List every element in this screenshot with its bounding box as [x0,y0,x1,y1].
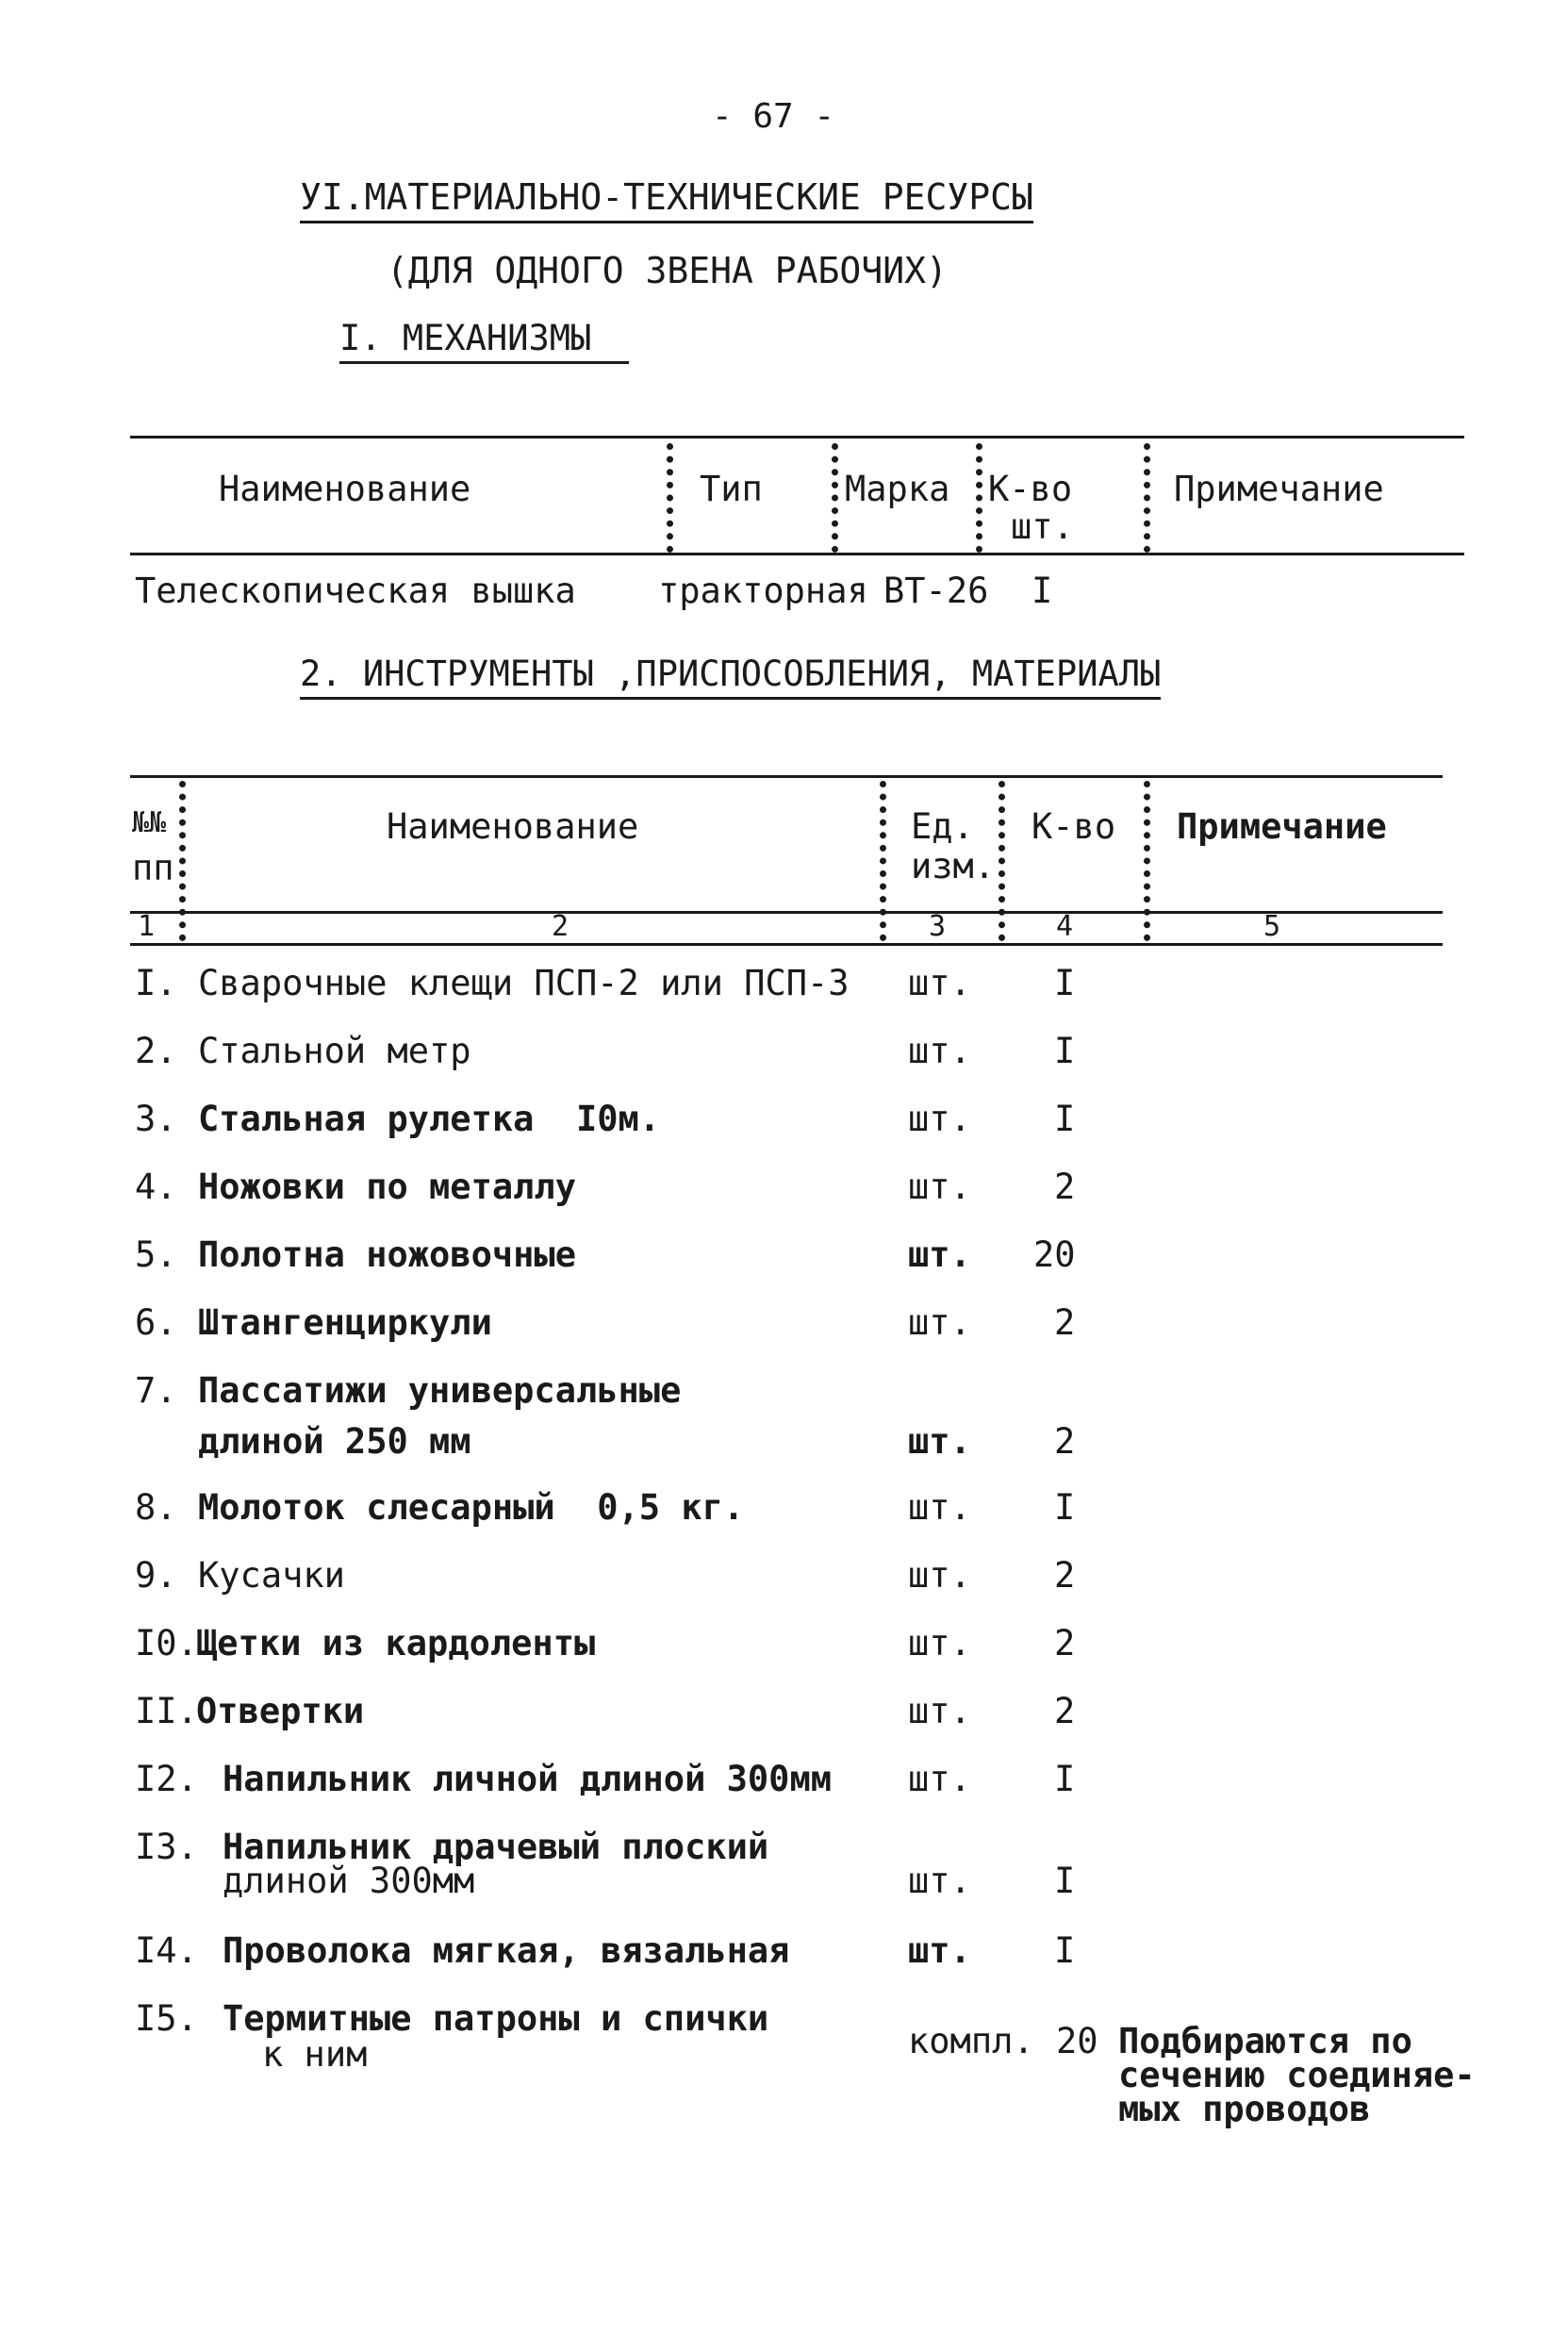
tools-row-name-cont: длиной 300мм [223,1861,475,1901]
tools-row-unit: шт. [908,1421,971,1462]
tools-row-num: 2. [135,1031,177,1071]
tools-row-name: Проволока мягкая, вязальная [223,1930,790,1971]
mechanisms-header-brand: Марка [845,469,950,509]
section-title: УI.МАТЕРИАЛЬНО-ТЕХНИЧЕСКИЕ РЕСУРСЫ [300,179,1033,223]
tools-row-num: 8. [135,1487,177,1528]
tools-header-unit: Ед. [911,806,974,847]
tools-colnum: 5 [1263,910,1281,943]
tools-heading: 2. ИНСТРУМЕНТЫ ,ПРИСПОСОБЛЕНИЯ, МАТЕРИАЛЫ [300,656,1161,700]
tools-header-no-pp: пп [132,848,174,888]
tools-table-colnum-rule [130,943,1443,946]
tools-header-name: Наименование [387,806,639,847]
tools-row-unit: шт. [908,1302,971,1343]
tools-row-qty: I [1054,1861,1076,1901]
tools-row-name: Стальная рулетка I0м. [198,1099,661,1139]
tools-header-qty: К-во [1032,806,1116,847]
mechanisms-col-divider [832,443,838,553]
tools-row-qty: I [1054,963,1076,1003]
tools-colnum: 1 [138,910,156,943]
tools-col-divider [179,781,186,941]
section-subtitle: (ДЛЯ ОДНОГО ЗВЕНА РАБОЧИХ) [387,250,948,291]
tools-row-qty: 2 [1054,1421,1076,1462]
tools-col-divider [1144,781,1150,941]
tools-table-header-rule [130,911,1443,914]
mechanisms-table-header-rule [130,553,1464,555]
tools-row-unit: шт. [908,1623,971,1663]
tools-row-num: I5. [135,1998,198,2039]
tools-row-unit: шт. [908,1691,971,1731]
tools-header-note: Примечание [1177,806,1387,847]
tools-row-name: Щетки из кардоленты [196,1623,596,1663]
tools-row-qty: 2 [1054,1555,1076,1596]
mechanisms-row-qty: I [1032,571,1053,611]
tools-row-qty: I [1054,1930,1076,1971]
mechanisms-header-note: Примечание [1174,469,1384,509]
tools-colnum: 4 [1056,910,1074,943]
tools-row-unit: шт. [908,1234,971,1275]
mechanisms-col-divider [976,443,982,553]
mechanisms-col-divider [1144,443,1150,553]
tools-row-qty: I [1054,1487,1076,1528]
tools-row-name-cont: длиной 250 мм [198,1421,471,1462]
mechanisms-row-type: тракторная [658,571,868,611]
tools-row-qty: 2 [1054,1691,1076,1731]
tools-row-num: II. [135,1691,198,1731]
tools-row-qty: 2 [1054,1623,1076,1663]
tools-row-unit: шт. [908,1487,971,1528]
tools-row-name: Сварочные клещи ПСП-2 или ПСП-3 [198,963,850,1003]
mechanisms-header-name: Наименование [219,469,471,509]
tools-row-qty: 20 [1056,2021,1098,2061]
tools-row-note-cont: сечению соединяе- [1118,2055,1476,2095]
tools-row-name-cont: к ним [262,2034,368,2075]
tools-row-qty: 2 [1054,1167,1076,1207]
tools-row-name: Штангенциркули [198,1302,492,1343]
tools-row-name: Термитные патроны и спички [223,1998,769,2039]
tools-row-num: I0. [135,1623,198,1663]
mechanisms-header-type: Тип [700,469,763,509]
mechanisms-header-qty-unit: шт. [1011,506,1074,547]
tools-colnum: 2 [552,910,569,943]
tools-row-num: I. [135,963,177,1003]
tools-row-name: Молоток слесарный 0,5 кг. [198,1487,745,1528]
tools-row-qty: I [1054,1759,1076,1799]
tools-row-num: I2. [135,1759,198,1799]
tools-header-unit-2: изм. [911,846,996,886]
tools-row-name: Напильник личной длиной 300мм [223,1759,833,1799]
tools-row-num: 7. [135,1370,177,1411]
tools-col-divider [999,781,1005,941]
tools-row-num: I3. [135,1827,198,1867]
mechanisms-header-qty: К-во [988,469,1073,509]
tools-row-num: 9. [135,1555,177,1596]
tools-row-num: I4. [135,1930,198,1971]
tools-row-qty: I [1054,1099,1076,1139]
tools-row-name: Напильник драчевый плоский [223,1827,769,1867]
tools-row-name: Пассатижи универсальные [198,1370,682,1411]
tools-col-divider [880,781,886,941]
tools-row-qty: I [1054,1031,1076,1071]
tools-row-unit: шт. [908,1861,971,1901]
tools-row-unit: шт. [908,1167,971,1207]
tools-row-name: Полотна ножовочные [198,1234,576,1275]
tools-row-qty: 20 [1033,1234,1076,1275]
mechanisms-row-brand: ВТ-26 [883,571,989,611]
tools-row-unit: шт. [908,1555,971,1596]
tools-row-unit: шт. [908,1031,971,1071]
tools-row-name: Кусачки [198,1555,345,1596]
tools-row-unit: шт. [908,1930,971,1971]
tools-header-no: №№ [132,806,167,839]
mechanisms-table-top-rule [130,436,1464,439]
tools-row-note: Подбираются по [1118,2021,1412,2061]
tools-table-top-rule [130,775,1443,778]
tools-row-num: 5. [135,1234,177,1275]
tools-row-unit: шт. [908,1759,971,1799]
tools-colnum: 3 [929,910,947,943]
tools-row-num: 3. [135,1099,177,1139]
mechanisms-heading: I. МЕХАНИЗМЫ [339,321,629,364]
tools-row-note-cont: мых проводов [1118,2089,1371,2129]
tools-row-name: Ножовки по металлу [198,1167,576,1207]
tools-row-num: 6. [135,1302,177,1343]
tools-row-qty: 2 [1054,1302,1076,1343]
tools-row-unit: шт. [908,1099,971,1139]
tools-row-unit: компл. [908,2021,1034,2061]
tools-row-unit: шт. [908,963,971,1003]
mechanisms-col-divider [667,443,673,553]
tools-row-name: Отвертки [196,1691,365,1731]
tools-row-name: Стальной метр [198,1031,471,1071]
tools-row-num: 4. [135,1167,177,1207]
page-number: - 67 - [712,97,835,136]
mechanisms-row-name: Телескопическая вышка [135,571,576,611]
